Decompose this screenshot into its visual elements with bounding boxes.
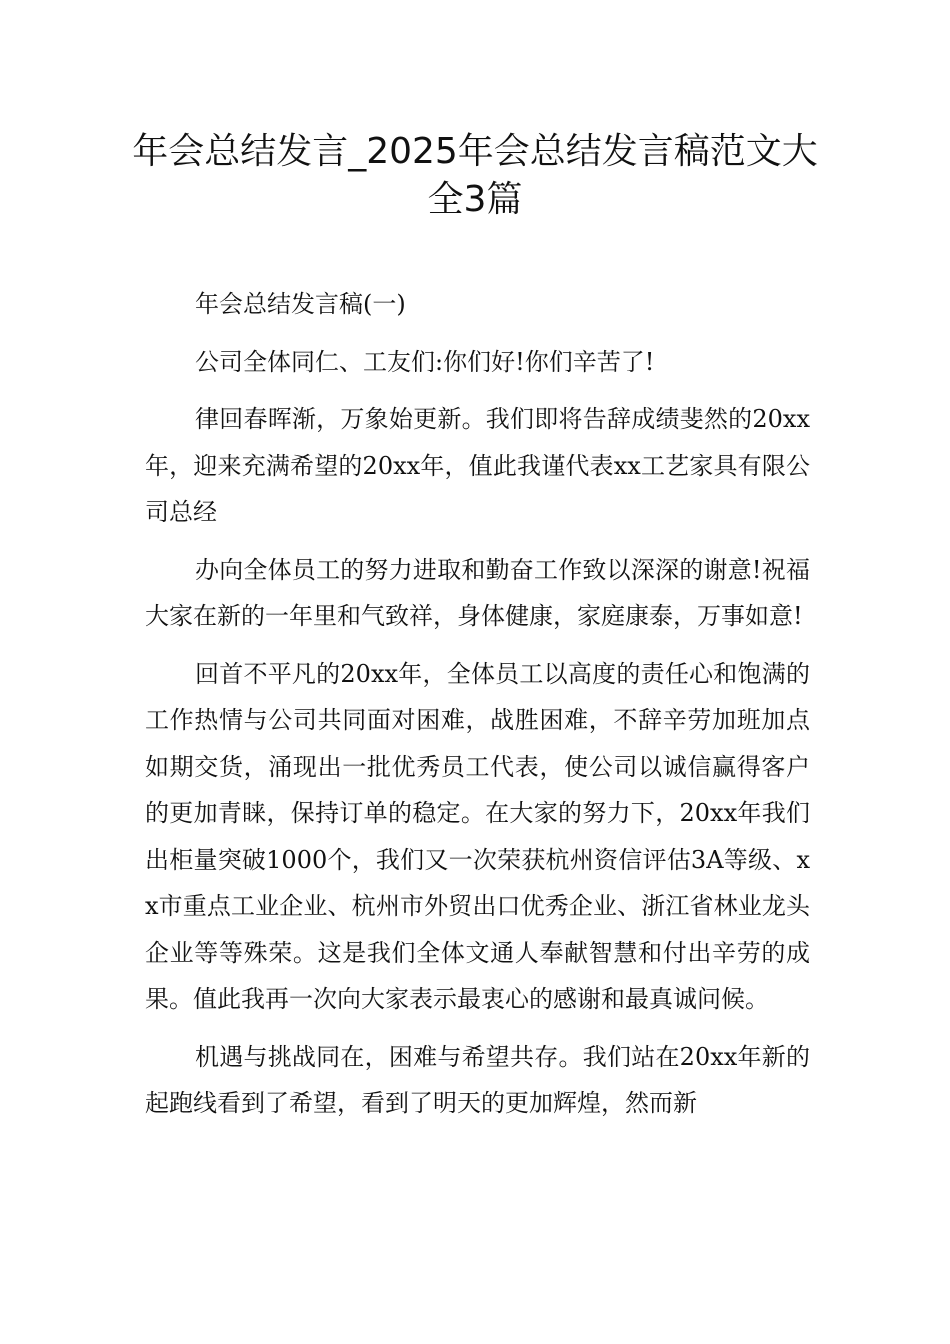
paragraph-thanks: 办向全体员工的努力进取和勤奋工作致以深深的谢意!祝福大家在新的一年里和气致祥，身体健康，家庭康泰，万事如意! [145, 555, 810, 630]
paragraph-greeting: 公司全体同仁、工友们:你们好!你们辛苦了! [195, 347, 655, 376]
paragraph-outlook: 机遇与挑战同在，困难与希望共存。我们站在20xx年新的起跑线看到了希望，看到了明天的更加辉煌，然而新 [145, 1042, 810, 1117]
paragraph-heading: 年会总结发言稿(一) [195, 290, 406, 318]
document-title: 年会总结发言_2025年会总结发言稿范文大全3篇 [132, 131, 818, 220]
paragraph-opening: 律回春晖渐，万象始更新。我们即将告辞成绩斐然的20xx年，迎来充满希望的20xx年，值此我谨代表xx工艺家具有限公司总经 [145, 405, 810, 526]
paragraph-review: 回首不平凡的20xx年，全体员工以高度的责任心和饱满的工作热情与公司共同面对困难，战胜困难，不辞辛劳加班加点如期交货，涌现出一批优秀员工代表，使公司以诚信赢得客户的更加青睐，保持订单的稳定。在大家的努力下，20xx年我们出柜量突破1000个，我们又一次荣获杭州资信评估3A等级、xx市重点工业企业、杭州市外贸出口优秀企业、浙江省林业龙头企业等等殊荣。这是我们全体文通人奉献智慧和付出辛劳的成果。值此我再一次向大家表示最衷心的感谢和最真诚问候。 [145, 659, 810, 1013]
document-body [145, 281, 810, 1138]
